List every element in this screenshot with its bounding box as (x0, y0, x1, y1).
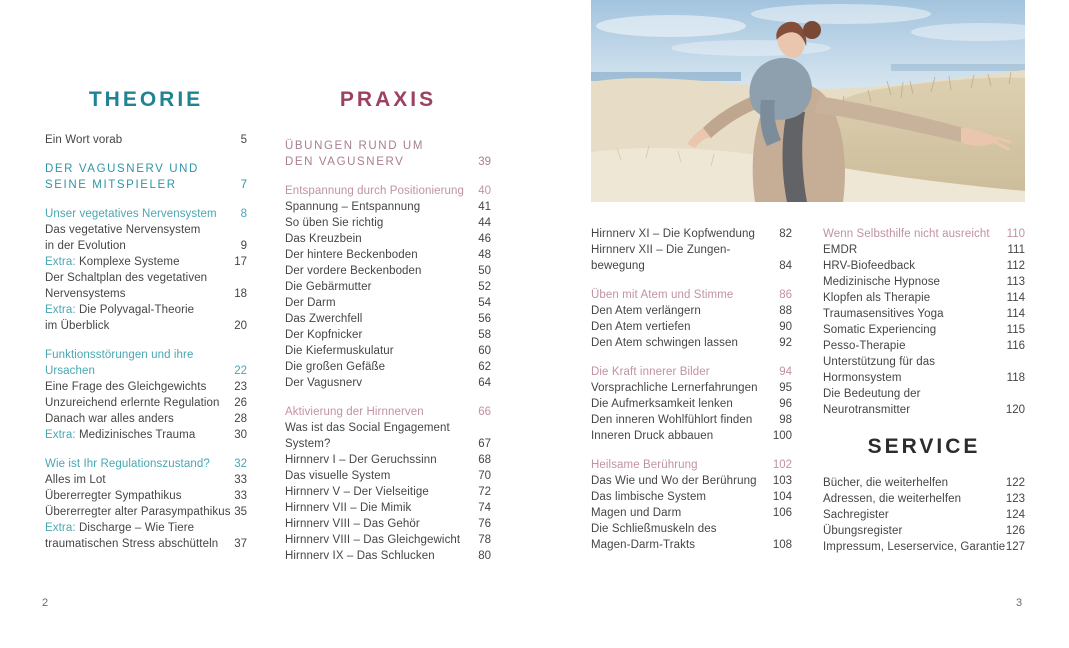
toc-entry-label: EMDR (823, 244, 858, 256)
toc-entry (591, 521, 792, 553)
toc-entry (591, 335, 792, 351)
toc-page-number: 30 (234, 429, 247, 441)
toc-page-number: 28 (234, 413, 247, 425)
toc-entry-label: Aktivierung der Hirnnerven (285, 406, 424, 418)
toc-entry (591, 489, 792, 505)
toc-entry-label: Das vegetative Nervensystem in der Evolution (45, 224, 201, 252)
toc-entry (823, 258, 1025, 274)
toc-entry (591, 396, 792, 412)
toc-page-number: 127 (1005, 541, 1025, 553)
toc-group (45, 456, 247, 552)
toc-entry (285, 375, 491, 391)
toc-entry-label: Übererregter alter Parasympathikus (45, 506, 231, 518)
toc-entry-label: Traumasensitives Yoga (823, 308, 944, 320)
toc-page-number: 39 (478, 156, 491, 168)
toc-page-number: 110 (1006, 228, 1025, 240)
toc-entry (45, 222, 247, 254)
toc-entry (45, 472, 247, 488)
toc-group (823, 475, 1025, 555)
toc-page-number: 115 (1006, 324, 1025, 336)
toc-entry-label: Heilsame Berührung (591, 459, 698, 471)
toc-entry (285, 500, 491, 516)
toc-entry (823, 507, 1025, 523)
toc-entry (45, 302, 247, 334)
toc-page-number: 118 (1006, 372, 1025, 384)
toc-page-number: 9 (240, 240, 247, 252)
toc-entry (285, 279, 491, 295)
toc-entry-label: Extra: Medizinisches Trauma (45, 429, 196, 441)
toc-entry-label: Hirnnerv I – Der Geruchssinn (285, 454, 437, 466)
toc-entry (823, 322, 1025, 338)
toc-entry-label: Der hintere Beckenboden (285, 249, 418, 261)
toc-group (285, 404, 491, 564)
toc-page-number: 54 (478, 297, 491, 309)
toc-page-number: 123 (1005, 493, 1025, 505)
hero-photo (591, 0, 1025, 202)
service-toc-list (823, 475, 1025, 555)
toc-entry (823, 539, 1025, 555)
toc-group (591, 457, 792, 553)
toc-entry (285, 484, 491, 500)
theorie-column (45, 88, 247, 552)
toc-entry-label: Hirnnerv XII – Die Zungen- bewegung (591, 244, 731, 272)
toc-page-number: 106 (772, 507, 792, 519)
toc-entry-label: Magen und Darm (591, 507, 682, 519)
extra-label: Extra: (45, 304, 79, 316)
toc-entry (285, 404, 491, 420)
toc-page-number: 122 (1005, 477, 1025, 489)
toc-entry-label: Unser vegetatives Nervensystem (45, 208, 217, 220)
toc-entry (285, 420, 491, 452)
toc-page-number: 108 (772, 539, 792, 551)
toc-page-number: 7 (240, 179, 247, 191)
toc-page-number: 103 (772, 475, 792, 487)
toc-entry-label: Den Atem vertiefen (591, 321, 691, 333)
toc-entry (45, 132, 247, 148)
toc-page-number: 102 (772, 459, 792, 471)
toc-entry (591, 428, 792, 444)
toc-entry (45, 488, 247, 504)
theorie-title: THEORIE (88, 88, 204, 111)
toc-entry-label: Was ist das Social Engagement System? (285, 422, 450, 450)
toc-entry (823, 338, 1025, 354)
toc-entry-label: Extra: Die Polyvagal-Theorie im Überblick (45, 304, 195, 332)
toc-entry (45, 270, 247, 302)
toc-entry-label: ÜBUNGEN RUND UM DEN VAGUSNERV (285, 140, 424, 168)
toc-group (45, 132, 247, 148)
toc-entry-label: Der Vagusnerv (285, 377, 363, 389)
toc-group (45, 347, 247, 443)
praxis-continued-toc-list (591, 226, 792, 553)
toc-entry (45, 206, 247, 222)
toc-page-number: 18 (234, 288, 247, 300)
toc-entry-label: Der Kopfnicker (285, 329, 363, 341)
toc-entry-label: Den Atem schwingen lassen (591, 337, 738, 349)
toc-entry-label: Extra: Discharge – Wie Tiere traumatischen Stress abschütteln (45, 522, 219, 550)
toc-page-number: 48 (478, 249, 491, 261)
toc-page-number: 23 (234, 381, 247, 393)
toc-entry-label: Den Atem verlängern (591, 305, 701, 317)
service-title: SERVICE (867, 435, 981, 458)
toc-page-number: 100 (772, 430, 792, 442)
toc-entry (45, 520, 247, 552)
toc-page-number: 62 (478, 361, 491, 373)
toc-entry-label: Die Kiefermuskulatur (285, 345, 394, 357)
toc-entry-label: Hirnnerv VIII – Das Gehör (285, 518, 420, 530)
toc-page-number: 33 (234, 490, 247, 502)
toc-page-number: 70 (478, 470, 491, 482)
toc-entry-label: Hirnnerv IX – Das Schlucken (285, 550, 435, 562)
toc-entry (285, 532, 491, 548)
toc-entry-label: Hirnnerv VIII – Das Gleichgewicht (285, 534, 461, 546)
toc-entry-label: Das Wie und Wo der Berührung (591, 475, 757, 487)
toc-page-number: 32 (234, 458, 247, 470)
toc-entry-label: Das visuelle System (285, 470, 391, 482)
toc-entry-label: Der Schaltplan des vegetativen Nervensystems (45, 272, 208, 300)
toc-page-number: 126 (1005, 525, 1025, 537)
toc-group (591, 364, 792, 444)
left-page-number: 2 (42, 597, 49, 609)
toc-page-number: 37 (234, 538, 247, 550)
toc-entry (285, 327, 491, 343)
toc-entry-label: Ein Wort vorab (45, 134, 123, 146)
toc-entry-label: Die Aufmerksamkeit lenken (591, 398, 733, 410)
right-page-number: 3 (1016, 597, 1023, 609)
toc-entry-label: So üben Sie richtig (285, 217, 384, 229)
toc-entry (823, 274, 1025, 290)
praxis-continued-column (591, 226, 792, 553)
toc-entry-label: Pesso-Therapie (823, 340, 906, 352)
toc-group (591, 287, 792, 351)
toc-entry (285, 199, 491, 215)
toc-entry-label: Entspannung durch Positionierung (285, 185, 465, 197)
toc-entry (823, 306, 1025, 322)
toc-entry-label: Eine Frage des Gleichgewichts (45, 381, 207, 393)
toc-entry-label: Wie ist Ihr Regulationszustand? (45, 458, 210, 470)
toc-entry-label: Extra: Komplexe Systeme (45, 256, 180, 268)
toc-entry-label: Das Kreuzbein (285, 233, 362, 245)
toc-page-number: 8 (240, 208, 247, 220)
toc-page-number: 60 (478, 345, 491, 357)
toc-page-number: 84 (779, 260, 792, 272)
toc-page-number: 22 (234, 365, 247, 377)
toc-entry-label: Das limbische System (591, 491, 707, 503)
toc-entry-label: HRV-Biofeedback (823, 260, 916, 272)
toc-page-number: 64 (478, 377, 491, 389)
praxis-toc-list (285, 132, 491, 564)
toc-entry (823, 491, 1025, 507)
toc-entry (591, 364, 792, 380)
toc-page-number: 46 (478, 233, 491, 245)
toc-page-number: 78 (478, 534, 491, 546)
toc-entry-label: Hirnnerv VII – Die Mimik (285, 502, 412, 514)
toc-entry (591, 242, 792, 274)
toc-page-number: 72 (478, 486, 491, 498)
toc-entry (285, 548, 491, 564)
toc-entry (285, 359, 491, 375)
toc-entry (45, 456, 247, 472)
toc-group (285, 183, 491, 391)
toc-entry (823, 523, 1025, 539)
extra-label: Extra: (45, 429, 79, 441)
toc-group (45, 161, 247, 193)
toc-entry-label: Wenn Selbsthilfe nicht ausreicht (823, 228, 990, 240)
toc-entry-label: Übererregter Sympathikus (45, 490, 182, 502)
toc-page-number: 96 (779, 398, 792, 410)
toc-entry (591, 287, 792, 303)
toc-page-number: 35 (234, 506, 247, 518)
toc-page-number: 33 (234, 474, 247, 486)
toc-page-number: 112 (1006, 260, 1025, 272)
extra-label: Extra: (45, 522, 79, 534)
toc-entry-label: Unterstützung für das Hormonsystem (823, 356, 936, 384)
toc-entry-label: Den inneren Wohlfühlort finden (591, 414, 753, 426)
toc-entry-label: Danach war alles anders (45, 413, 174, 425)
toc-page-number: 104 (772, 491, 792, 503)
toc-page-number: 67 (478, 438, 491, 450)
toc-entry (45, 254, 247, 270)
toc-entry-label: Bücher, die weiterhelfen (823, 477, 949, 489)
toc-entry-label: DER VAGUSNERV UND SEINE MITSPIELER (45, 163, 199, 191)
toc-entry-label: Die Schließmuskeln des Magen-Darm-Trakts (591, 523, 717, 551)
toc-entry (285, 452, 491, 468)
toc-entry (45, 411, 247, 427)
toc-group (591, 226, 792, 274)
extra-label: Extra: (45, 256, 79, 268)
toc-entry (591, 319, 792, 335)
toc-entry (285, 247, 491, 263)
service-column (823, 226, 1025, 555)
toc-entry (45, 379, 247, 395)
toc-entry (285, 311, 491, 327)
praxis-column (285, 88, 491, 564)
toc-page-number: 94 (779, 366, 792, 378)
toc-page-number: 124 (1005, 509, 1025, 521)
toc-page-number: 80 (478, 550, 491, 562)
toc-page-number: 58 (478, 329, 491, 341)
toc-entry (285, 468, 491, 484)
toc-page-number: 116 (1006, 340, 1025, 352)
toc-entry (285, 231, 491, 247)
toc-entry-label: Spannung – Entspannung (285, 201, 421, 213)
toc-entry-label: Hirnnerv V – Der Vielseitige (285, 486, 429, 498)
toc-page-number: 17 (234, 256, 247, 268)
toc-entry-label: Adressen, die weiterhelfen (823, 493, 962, 505)
toc-page-number: 56 (478, 313, 491, 325)
toc-page-number: 92 (779, 337, 792, 349)
toc-page-number: 88 (779, 305, 792, 317)
toc-page-number: 26 (234, 397, 247, 409)
toc-entry (591, 412, 792, 428)
toc-entry-label: Funktionsstörungen und ihre Ursachen (45, 349, 194, 377)
toc-entry (591, 473, 792, 489)
toc-page-number: 20 (234, 320, 247, 332)
toc-entry-label: Die Bedeutung der Neurotransmitter (823, 388, 921, 416)
toc-entry (285, 138, 491, 170)
toc-entry-label: Alles im Lot (45, 474, 106, 486)
toc-entry (823, 226, 1025, 242)
toc-page-number: 90 (779, 321, 792, 333)
praxis-title: PRAXIS (339, 88, 437, 111)
toc-entry-label: Die großen Gefäße (285, 361, 386, 373)
toc-entry (591, 226, 792, 242)
toc-entry-label: Sachregister (823, 509, 889, 521)
toc-entry (823, 290, 1025, 306)
toc-entry-label: Übungsregister (823, 525, 903, 537)
toc-entry (285, 263, 491, 279)
toc-page-number: 95 (779, 382, 792, 394)
toc-page-number: 111 (1007, 244, 1025, 256)
toc-page-number: 74 (478, 502, 491, 514)
toc-page-number: 50 (478, 265, 491, 277)
toc-entry (45, 161, 247, 193)
toc-entry-label: Somatic Experiencing (823, 324, 937, 336)
toc-entry (823, 386, 1025, 418)
toc-group (823, 226, 1025, 418)
toc-page-number: 40 (478, 185, 491, 197)
toc-entry (591, 457, 792, 473)
toc-page-number: 120 (1005, 404, 1025, 416)
toc-entry-label: Der Darm (285, 297, 336, 309)
toc-entry-label: Hirnnerv XI – Die Kopfwendung (591, 228, 755, 240)
toc-page-number: 68 (478, 454, 491, 466)
toc-entry (285, 516, 491, 532)
toc-entry (45, 395, 247, 411)
toc-entry (591, 303, 792, 319)
toc-entry-label: Unzureichend erlernte Regulation (45, 397, 220, 409)
toc-group (285, 138, 491, 170)
theorie-toc-list (45, 132, 247, 552)
toc-page-number: 113 (1006, 276, 1025, 288)
toc-page-number: 82 (779, 228, 792, 240)
toc-entry (45, 347, 247, 379)
toc-entry (591, 505, 792, 521)
toc-page-number: 98 (779, 414, 792, 426)
toc-entry-label: Der vordere Beckenboden (285, 265, 422, 277)
toc-page-number: 66 (478, 406, 491, 418)
toc-entry-label: Die Gebärmutter (285, 281, 372, 293)
toc-entry (285, 215, 491, 231)
toc-page-number: 41 (478, 201, 491, 213)
toc-entry (45, 427, 247, 443)
toc-page-number: 44 (478, 217, 491, 229)
toc-entry (823, 354, 1025, 386)
beach-scene-illustration (591, 0, 1025, 202)
toc-entry (45, 504, 247, 520)
toc-group (45, 206, 247, 334)
toc-page-number: 86 (779, 289, 792, 301)
toc-entry-label: Üben mit Atem und Stimme (591, 289, 734, 301)
toc-entry-label: Vorsprachliche Lernerfahrungen (591, 382, 758, 394)
toc-page-number: 114 (1006, 292, 1025, 304)
toc-entry (285, 343, 491, 359)
toc-entry-label: Impressum, Leserservice, Garantie (823, 541, 1006, 553)
toc-entry (285, 183, 491, 199)
toc-entry-label: Klopfen als Therapie (823, 292, 931, 304)
toc-entry-label: Medizinische Hypnose (823, 276, 941, 288)
toc-entry-label: Die Kraft innerer Bilder (591, 366, 710, 378)
toc-entry (823, 242, 1025, 258)
toc-page-number: 114 (1006, 308, 1025, 320)
toc-page-number: 76 (478, 518, 491, 530)
toc-entry (285, 295, 491, 311)
toc-page-number: 5 (240, 134, 247, 146)
toc-entry (591, 380, 792, 396)
toc-entry-label: Inneren Druck abbauen (591, 430, 714, 442)
toc-entry (823, 475, 1025, 491)
toc-entry-label: Das Zwerchfell (285, 313, 363, 325)
help-toc-list (823, 226, 1025, 418)
toc-page-number: 52 (478, 281, 491, 293)
